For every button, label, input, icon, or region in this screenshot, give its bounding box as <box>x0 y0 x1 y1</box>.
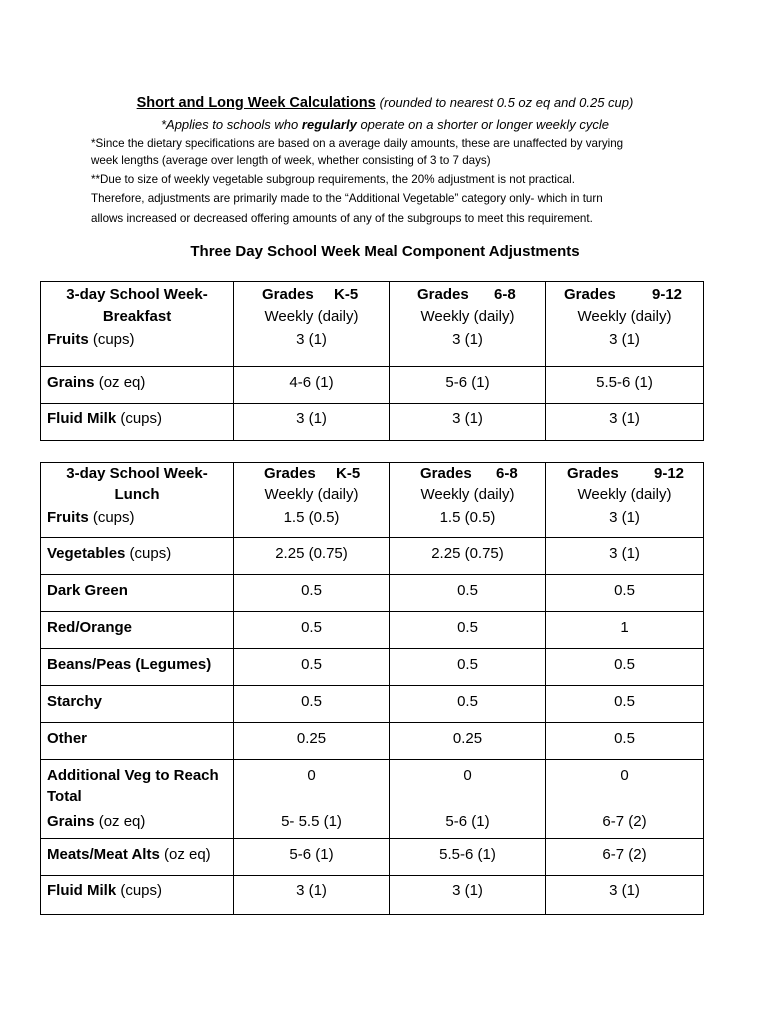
table-row <box>41 876 704 915</box>
value-cell <box>234 876 390 915</box>
row-label <box>47 331 135 349</box>
table-row <box>41 575 704 612</box>
cell-value: 6-7 (2) <box>602 846 647 863</box>
value-cell <box>234 538 390 575</box>
row-label-bold: Starchy <box>47 693 103 710</box>
row-label <box>47 767 219 785</box>
grade-word: Grades <box>264 465 316 482</box>
value-cell <box>234 575 390 612</box>
cell-value: 5.5-6 (1) <box>439 846 496 863</box>
value-cell <box>546 404 704 441</box>
row-label-unit: (cups) <box>88 509 135 526</box>
title-main: Short and Long Week Calculations <box>136 95 376 111</box>
cell-value: 0.5 <box>614 656 635 673</box>
row-label-bold: Fluid Milk <box>47 410 117 427</box>
row-label-unit: (cups) <box>116 410 163 427</box>
cell-value: 0.5 <box>614 693 635 710</box>
grade-header-cell <box>546 282 704 367</box>
table-row <box>41 612 704 649</box>
cell-value: 4-6 (1) <box>289 374 334 391</box>
grade-word: Grades <box>417 286 469 303</box>
row-label-bold: Beans/Peas (Legumes) <box>47 656 212 673</box>
cell-value: 5-6 (1) <box>445 374 490 391</box>
weekly-daily-label: Weekly (daily) <box>264 486 359 503</box>
cell-value: 2.25 (0.75) <box>431 545 504 562</box>
applies-suffix: operate on a shorter or longer weekly cycle <box>360 117 610 132</box>
lunch-header-line-1: 3-day School Week- <box>66 465 208 482</box>
value-cell <box>234 649 390 686</box>
row-label <box>47 882 162 900</box>
row-label-cell <box>41 686 234 723</box>
applies-note <box>0 117 770 132</box>
cell-value: 2.25 (0.75) <box>275 545 348 562</box>
grade-word: Grades <box>262 286 314 303</box>
cell-value: 3 (1) <box>452 882 483 899</box>
dietary-note-line-2: week lengths (average over length of week, whether consisting of 3 to 7 days) <box>91 154 491 167</box>
row-label-cell <box>41 649 234 686</box>
row-label <box>47 813 145 831</box>
grade-range: 6-8 <box>496 465 518 482</box>
row-label <box>47 693 102 711</box>
row-label-bold: Meats/Meat Alts <box>47 846 160 863</box>
value-cell <box>546 839 704 876</box>
row-label-bold: Fruits <box>47 331 89 348</box>
table-row <box>41 282 704 367</box>
grade-word: Grades <box>567 465 619 482</box>
row-label-bold: Dark Green <box>47 582 128 599</box>
grade-range: 9-12 <box>652 286 683 303</box>
cell-value: 0.5 <box>614 582 635 599</box>
cell-value: 0.5 <box>301 582 322 599</box>
grade-header-cell <box>234 282 390 367</box>
cell-value: 1 <box>620 619 629 636</box>
row-label-cell <box>41 876 234 915</box>
value-cell <box>234 612 390 649</box>
value-cell <box>546 723 704 760</box>
section-heading: Three Day School Week Meal Component Adjustments <box>190 243 580 260</box>
value-cell <box>234 367 390 404</box>
table-row <box>41 367 704 404</box>
value-cell <box>546 575 704 612</box>
breakfast-table <box>40 281 704 441</box>
weekly-daily-label: Weekly (daily) <box>264 308 359 325</box>
cell-value: 3 (1) <box>609 331 640 348</box>
row-label <box>47 545 171 563</box>
cell-value: 3 (1) <box>296 882 327 899</box>
cell-value: 3 (1) <box>609 882 640 899</box>
cell-value: 0.5 <box>457 582 478 599</box>
grade-word: Grades <box>564 286 616 303</box>
grade-range: K-5 <box>334 286 359 303</box>
row-label-cell <box>41 760 234 839</box>
vegetable-note-line-1: **Due to size of weekly vegetable subgroup requirements, the 20% adjustment is not practical. <box>91 173 575 186</box>
grade-header-cell <box>234 463 390 538</box>
table-row <box>41 760 704 839</box>
weekly-daily-label: Weekly (daily) <box>420 308 515 325</box>
cell-value: 5-6 (1) <box>289 846 334 863</box>
row-label-bold: Red/Orange <box>47 619 133 636</box>
vegetable-note-cont <box>91 189 691 208</box>
cell-value: 3 (1) <box>296 331 327 348</box>
cell-value: 1.5 (0.5) <box>283 509 340 526</box>
dietary-note-line-1: *Since the dietary specifications are based on a average daily amounts, these are unaffected by varying <box>91 137 624 150</box>
row-label-unit: (oz eq) <box>94 374 146 391</box>
vegetable-note-line-2: Therefore, adjustments are primarily made to the “Additional Vegetable” category only- which in turn <box>91 192 603 205</box>
breakfast-header-line-2: Breakfast <box>102 308 172 325</box>
value-cell <box>390 760 546 839</box>
table-row <box>41 686 704 723</box>
grade-header-cell <box>390 282 546 367</box>
applies-emphasis: regularly <box>301 117 357 132</box>
dietary-note-cont <box>91 151 691 170</box>
cell-value: 3 (1) <box>296 410 327 427</box>
value-cell <box>546 686 704 723</box>
grade-word: Grades <box>420 465 472 482</box>
row-label <box>47 509 135 527</box>
cell-value: 0.5 <box>614 730 635 747</box>
value-cell <box>546 876 704 915</box>
grade-range: 6-8 <box>494 286 516 303</box>
table-row <box>41 404 704 441</box>
grade-header-cell <box>546 463 704 538</box>
row-label-cell <box>41 839 234 876</box>
value-cell <box>546 367 704 404</box>
row-label-cell <box>41 612 234 649</box>
row-label-cell <box>41 538 234 575</box>
value-cell <box>546 760 704 839</box>
row-label-bold: Vegetables <box>47 545 126 562</box>
table-row <box>41 839 704 876</box>
row-label-bold: Fruits <box>47 509 89 526</box>
value-cell <box>390 649 546 686</box>
row-label-cell <box>41 575 234 612</box>
cell-value: 0.25 <box>296 730 327 747</box>
cell-value: 1.5 (0.5) <box>439 509 496 526</box>
row-label-cell <box>41 723 234 760</box>
value-cell <box>234 723 390 760</box>
weekly-daily-label: Weekly (daily) <box>420 486 515 503</box>
row-label-bold: Additional Veg to Reach <box>47 767 219 784</box>
cell-value: 0 <box>620 767 629 784</box>
cell-value: 3 (1) <box>609 410 640 427</box>
cell-value: 3 (1) <box>452 410 483 427</box>
cell-value: 0.5 <box>301 656 322 673</box>
cell-value: 5.5-6 (1) <box>596 374 653 391</box>
value-cell <box>546 612 704 649</box>
cell-value: 3 (1) <box>609 545 640 562</box>
cell-value: 3 (1) <box>609 509 640 526</box>
value-cell <box>390 686 546 723</box>
value-cell <box>234 760 390 839</box>
document-title <box>0 95 770 111</box>
value-cell <box>390 876 546 915</box>
row-label-bold: Grains <box>47 374 95 391</box>
row-label-unit: (oz eq) <box>159 846 211 863</box>
value-cell <box>390 575 546 612</box>
row-label-unit: (cups) <box>88 331 135 348</box>
row-label-bold: Grains <box>47 813 95 830</box>
title-qualifier: (rounded to nearest 0.5 oz eq and 0.25 cup) <box>379 95 634 110</box>
table-row <box>41 538 704 575</box>
lunch-header-cell <box>41 463 234 538</box>
cell-value: 0.5 <box>301 619 322 636</box>
breakfast-header-cell <box>41 282 234 367</box>
value-cell <box>546 649 704 686</box>
row-label-bold-2: Total <box>47 788 82 805</box>
vegetable-note-line-3: allows increased or decreased offering amounts of any of the subgroups to meet this requirement. <box>91 212 593 225</box>
value-cell <box>390 839 546 876</box>
applies-prefix: *Applies to schools who <box>160 117 299 132</box>
vegetable-note <box>91 170 691 189</box>
weekly-daily-label: Weekly (daily) <box>577 486 672 503</box>
row-label <box>47 730 87 748</box>
row-label-bold: Other <box>47 730 88 747</box>
table-row <box>41 723 704 760</box>
row-label-bold: Fluid Milk <box>47 882 117 899</box>
row-label-cell <box>41 404 234 441</box>
value-cell <box>234 686 390 723</box>
vegetable-note-cont-2 <box>91 209 691 228</box>
cell-value: 0.25 <box>452 730 483 747</box>
row-label-cell <box>41 367 234 404</box>
weekly-daily-label: Weekly (daily) <box>577 308 672 325</box>
cell-value: 0.5 <box>457 693 478 710</box>
value-cell <box>234 839 390 876</box>
table-row <box>41 649 704 686</box>
row-label <box>47 656 211 674</box>
grade-header-cell <box>390 463 546 538</box>
row-label-cont <box>47 788 82 806</box>
cell-value: 0.5 <box>301 693 322 710</box>
value-cell <box>390 538 546 575</box>
row-label <box>47 846 211 864</box>
value-cell <box>546 538 704 575</box>
cell-value: 6-7 (2) <box>602 813 647 830</box>
row-label <box>47 374 145 392</box>
row-label-unit: (cups) <box>125 545 172 562</box>
table-row <box>41 463 704 538</box>
breakfast-header-line-1: 3-day School Week- <box>66 286 208 303</box>
cell-value: 0 <box>463 767 472 784</box>
row-label <box>47 619 132 637</box>
value-cell <box>390 404 546 441</box>
grade-range: 9-12 <box>654 465 685 482</box>
value-cell <box>234 404 390 441</box>
value-cell <box>390 723 546 760</box>
value-cell <box>390 367 546 404</box>
cell-value: 3 (1) <box>452 331 483 348</box>
cell-value: 5- 5.5 (1) <box>281 813 342 830</box>
lunch-table <box>40 462 704 915</box>
row-label-unit: (oz eq) <box>94 813 146 830</box>
row-label <box>47 410 162 428</box>
lunch-header-line-2: Lunch <box>114 486 160 503</box>
row-label-unit: (cups) <box>116 882 163 899</box>
cell-value: 5-6 (1) <box>445 813 490 830</box>
cell-value: 0.5 <box>457 619 478 636</box>
row-label <box>47 582 128 600</box>
cell-value: 0.5 <box>457 656 478 673</box>
grade-range: K-5 <box>336 465 361 482</box>
value-cell <box>390 612 546 649</box>
cell-value: 0 <box>307 767 316 784</box>
